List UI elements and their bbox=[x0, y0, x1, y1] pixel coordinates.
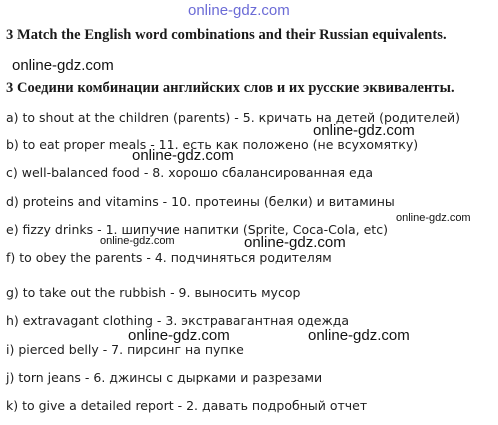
watermark: online-gdz.com bbox=[396, 212, 471, 224]
match-item-g: g) to take out the rubbish - 9. выносить мусор bbox=[6, 285, 301, 300]
match-item-f: f) to obey the parents - 4. подчиняться родителям bbox=[6, 250, 332, 265]
watermark: online-gdz.com bbox=[132, 147, 234, 164]
watermark: online-gdz.com bbox=[308, 327, 410, 344]
match-item-k: k) to give a detailed report - 2. давать подробный отчет bbox=[6, 398, 368, 413]
match-item-b: b) to eat proper meals - 11. есть как положено (не всухомятку) bbox=[6, 137, 419, 152]
match-item-e: e) fizzy drinks - 1. шипучие напитки (Sprite, Coca-Cola, etc) bbox=[6, 222, 388, 237]
match-item-d: d) proteins and vitamins - 10. протеины (белки) и витамины bbox=[6, 194, 395, 209]
watermark: online-gdz.com bbox=[12, 57, 114, 74]
watermark: online-gdz.com bbox=[100, 235, 175, 247]
match-item-a: a) to shout at the children (parents) - 5. кричать на детей (родителей) bbox=[6, 110, 461, 125]
task-heading-english: 3 Match the English word combinations and their Russian equivalents. bbox=[6, 27, 447, 43]
match-item-c: c) well-balanced food - 8. хорошо сбалансированная еда bbox=[6, 165, 374, 180]
watermark-top: online-gdz.com bbox=[188, 2, 290, 19]
match-item-h: h) extravagant clothing - 3. экстравагантная одежда bbox=[6, 313, 350, 328]
task-heading-russian: 3 Соедини комбинации английских слов и их русские эквиваленты. bbox=[6, 80, 455, 96]
watermark: online-gdz.com bbox=[128, 327, 230, 344]
match-item-i: i) pierced belly - 7. пирсинг на пупке bbox=[6, 342, 244, 357]
watermark: online-gdz.com bbox=[313, 122, 415, 139]
match-item-j: j) torn jeans - 6. джинсы с дырками и разрезами bbox=[6, 370, 323, 385]
watermark: online-gdz.com bbox=[244, 234, 346, 251]
